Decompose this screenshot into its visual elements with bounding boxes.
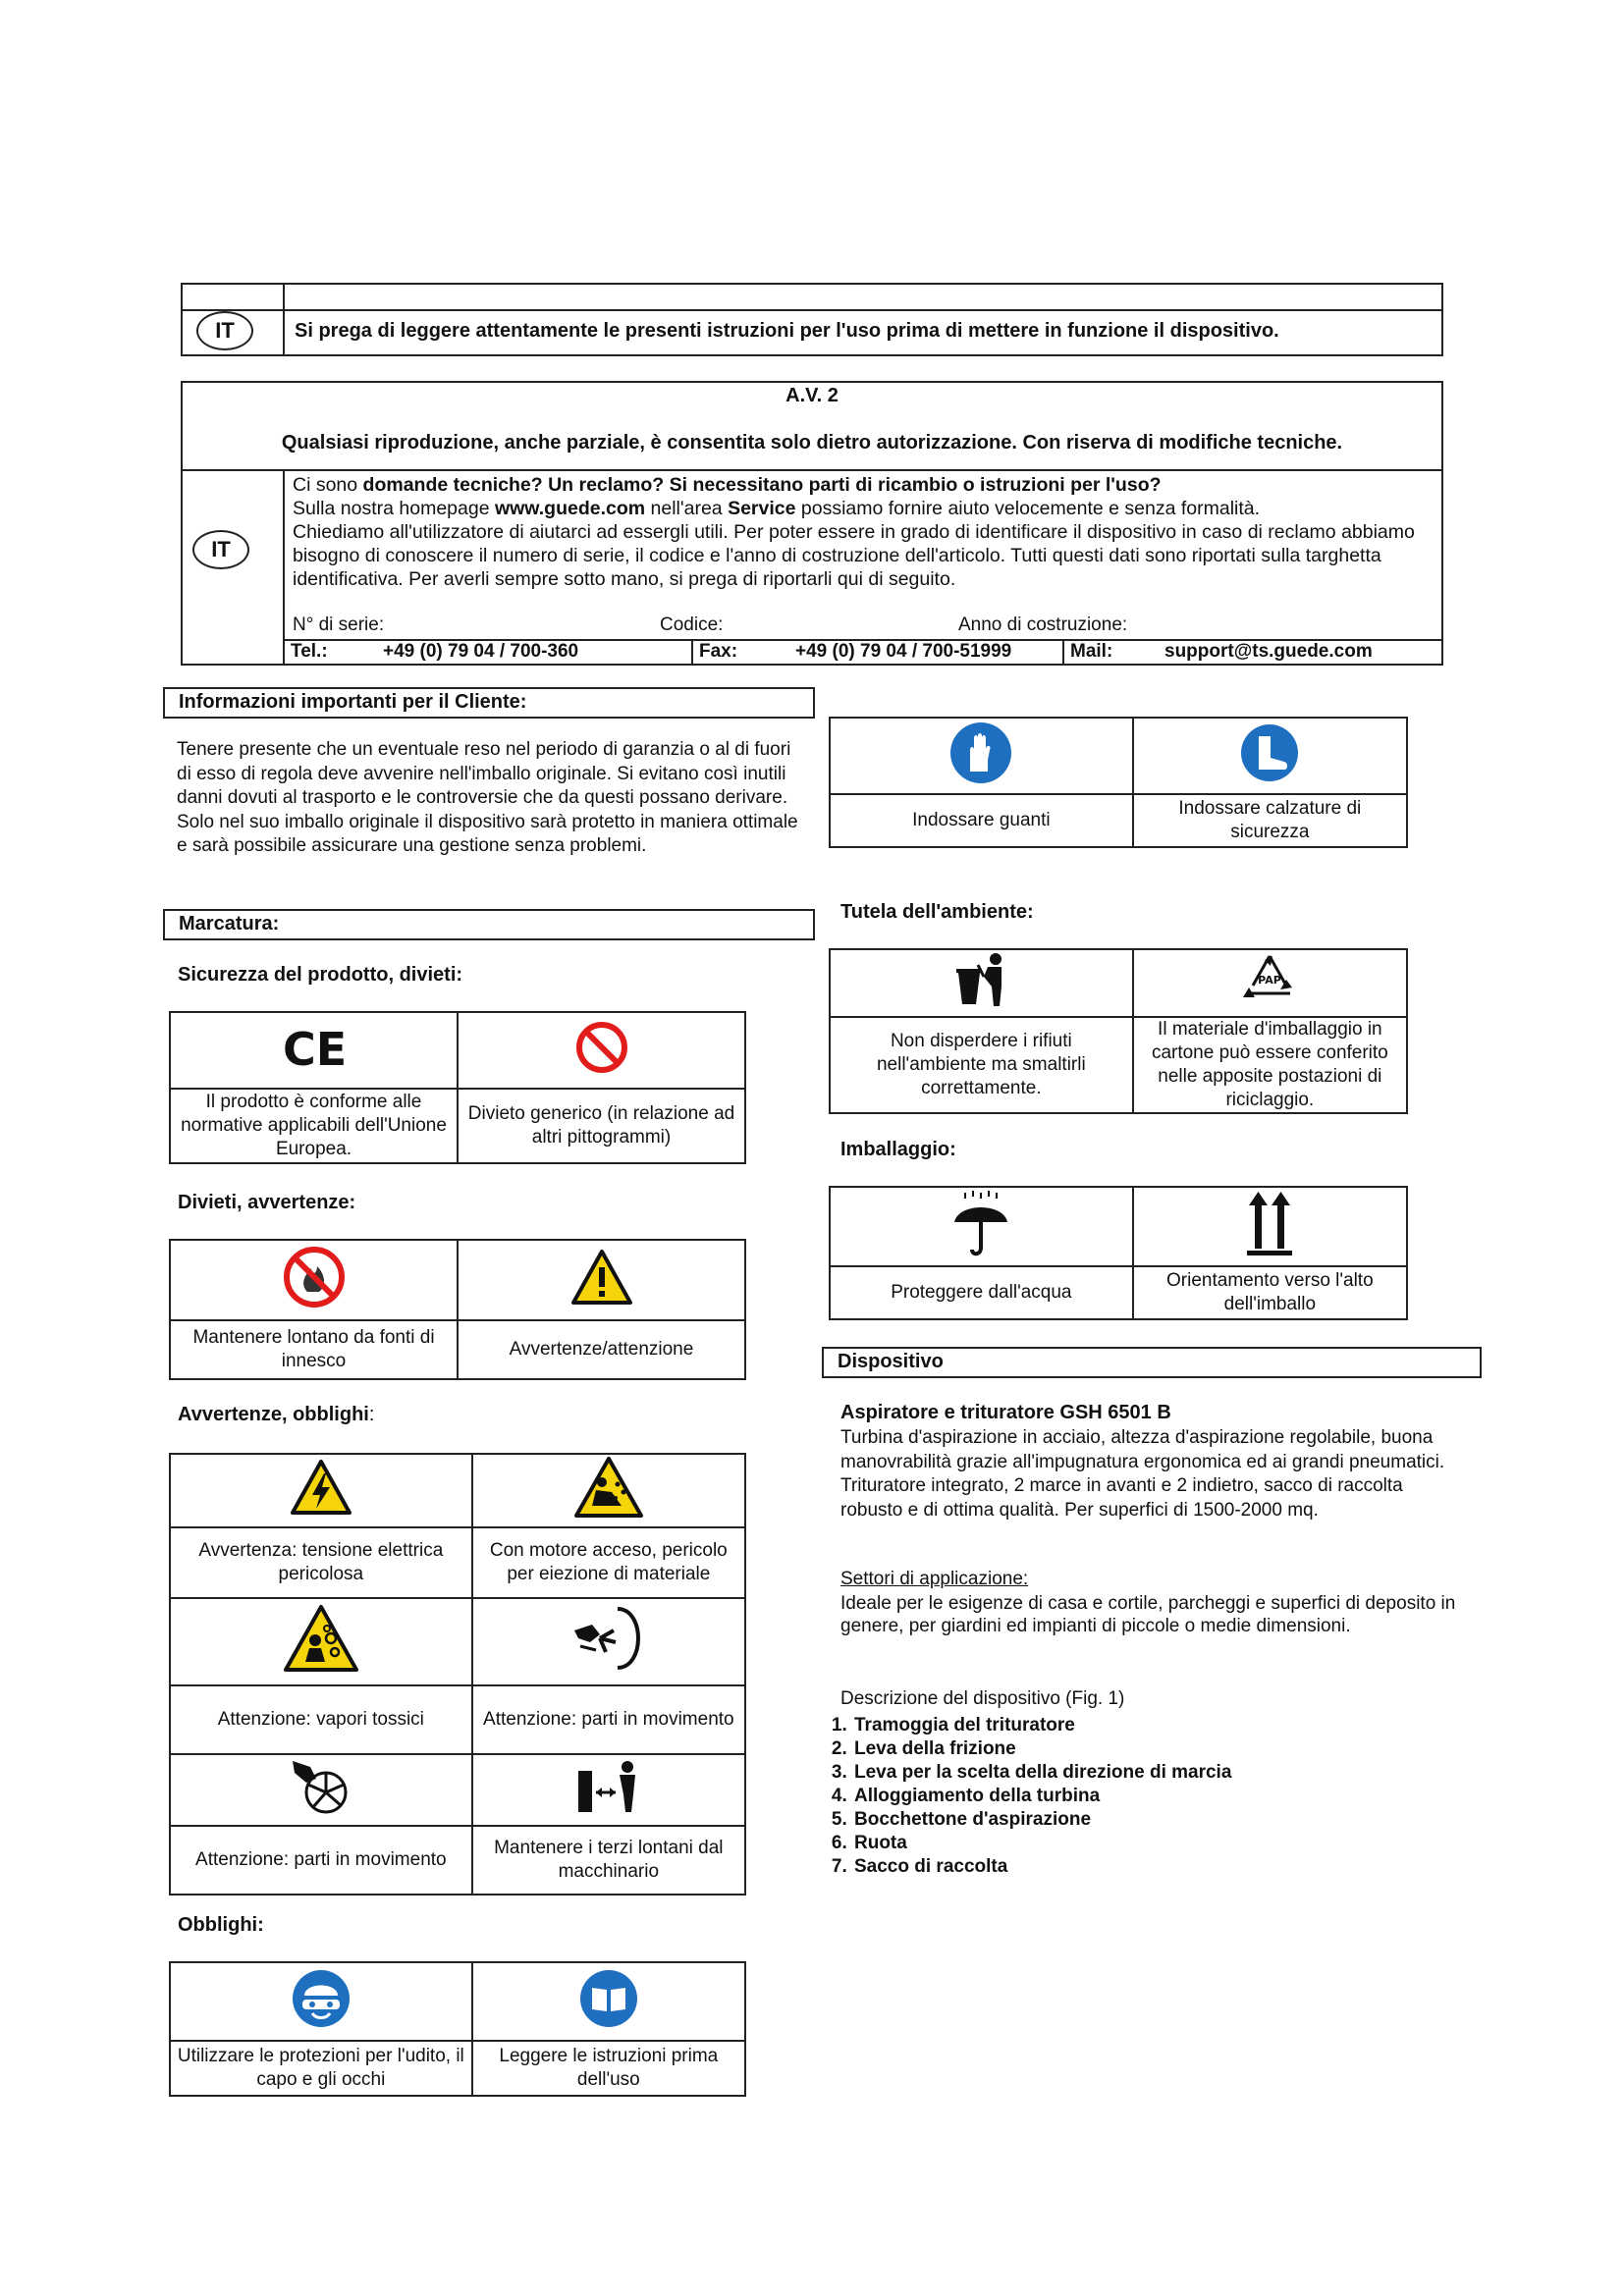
no-ignition-label: Mantenere lontano da fonti di innesco [170, 1320, 458, 1379]
boots-label: Indossare calzature di sicurezza [1133, 794, 1407, 847]
recycling-label: Il materiale d'imballaggio in cartone può essere conferito nelle apposite postazioni di riciclaggio. [1133, 1017, 1407, 1113]
no-littering-cell [830, 949, 1133, 1017]
keep-dry-label: Proteggere dall'acqua [830, 1266, 1133, 1319]
no-ignition-icon [282, 1245, 347, 1316]
safety-boots-icon [1239, 722, 1300, 790]
notice-rule [183, 309, 1441, 311]
mail-divider [1062, 639, 1064, 664]
rotating-blade-icon [287, 1755, 355, 1825]
applications-text: Ideale per le esigenze di casa e cortile, parcheggi e superfici di deposito in genere, per giardini ed impianti di piccole o medie dimensioni. [840, 1593, 1456, 1636]
gloves-label: Indossare guanti [830, 794, 1133, 847]
toxic-fumes-icon [282, 1603, 360, 1681]
electric-cell [170, 1454, 472, 1527]
contact-rule-top [183, 469, 1441, 471]
manual-label: Leggere le istruzioni prima dell'uso [472, 2041, 745, 2096]
version-label: A.V. 2 [785, 385, 839, 406]
mail-link[interactable]: support@ts.guede.com [1164, 641, 1373, 662]
parts-list [823, 1714, 1231, 1879]
svg-text:CE: CE [282, 1023, 346, 1071]
keep-distance-icon [574, 1757, 643, 1823]
environment-title: Tutela dell'ambiente: [840, 901, 1034, 923]
fax-value: +49 (0) 79 04 / 700-51999 [795, 641, 1012, 662]
keep-dry-cell [830, 1187, 1133, 1266]
manual-cell [472, 1962, 745, 2041]
customer-info-heading: Informazioni importanti per il Cliente: [163, 687, 815, 719]
boots-cell [1133, 718, 1407, 794]
warnings-title [178, 1404, 374, 1426]
service-area: Service [728, 498, 796, 519]
obligations-title: Obblighi: [178, 1914, 264, 1936]
fax-label: Fax: [699, 641, 738, 662]
language-badge-2: IT [192, 530, 249, 569]
ejection-cell [472, 1454, 745, 1527]
list-item: 7. Sacco di raccolta [852, 1855, 1231, 1879]
device-description: Turbina d'aspirazione in acciaio, altezza d'aspirazione regolabile, buona manovrabilità grazie all'impugnatura ergonomica ed ai grandi pneumatici. Trituratore integrato, 2 marce in avanti e 2 indietro, sacco di raccolta robusto e di ottima qualità. Per superfici di 1500-2000 mq. [840, 1427, 1445, 1521]
product-safety-table [169, 1011, 746, 1164]
warning-icon [569, 1248, 634, 1313]
homepage-link[interactable]: www.guede.com [494, 498, 646, 519]
q-pre: Ci sono [293, 474, 363, 496]
electric-label: Avvertenza: tensione elettrica pericolosa [170, 1527, 472, 1598]
list-item: 2. Leva della frizione [852, 1737, 1231, 1761]
ce-cell [170, 1012, 458, 1089]
prohibitions-table [169, 1239, 746, 1380]
pap-recycling-icon [1235, 950, 1304, 1016]
tel-value: +49 (0) 79 04 / 700-360 [383, 641, 579, 662]
fax-divider [691, 639, 693, 664]
gloves-icon [948, 721, 1013, 792]
protection-label: Utilizzare le protezioni per l'udito, il capo e gli occhi [170, 2041, 472, 2096]
gloves-cell [830, 718, 1133, 794]
ejection-hazard-icon [572, 1455, 645, 1526]
device-name: Aspiratore e trituratore GSH 6501 B [840, 1402, 1171, 1423]
keep-dry-icon [950, 1189, 1011, 1264]
warning-label: Avvertenze/attenzione [458, 1320, 745, 1379]
list-item: 6. Ruota [852, 1832, 1231, 1855]
prohibition-icon [574, 1020, 629, 1082]
serial-label: N° di serie: [293, 614, 385, 635]
keep-distance-cell [472, 1754, 745, 1826]
ppe-table [829, 717, 1408, 848]
moving-parts-cell [472, 1598, 745, 1685]
pap-text: PAP [1258, 974, 1282, 987]
toxic-cell [170, 1598, 472, 1685]
moving-parts-icon [567, 1599, 651, 1684]
mail-label: Mail: [1070, 641, 1113, 662]
copyright-notice: Qualsiasi riproduzione, anche parziale, è consentita solo dietro autorizzazione. Con riserva di modifiche tecniche. [281, 432, 1343, 454]
packaging-table [829, 1186, 1408, 1320]
hp-b: nell'area [645, 498, 729, 519]
hp-c: possiamo fornire aiuto velocemente e senza formalità. [795, 498, 1261, 519]
warnings-title-rest: : [368, 1404, 375, 1425]
moving-parts-label: Attenzione: parti in movimento [472, 1685, 745, 1754]
list-item: 5. Bocchettone d'aspirazione [852, 1808, 1231, 1832]
recycling-cell [1133, 949, 1407, 1017]
rotating-blade-cell [170, 1754, 472, 1826]
list-item: 1. Tramoggia del trituratore [852, 1714, 1231, 1737]
marking-heading: Marcatura: [163, 909, 815, 940]
warnings-title-bold: Avvertenze, obblighi [178, 1404, 369, 1425]
this-way-up-label: Orientamento verso l'alto dell'imballo [1133, 1266, 1407, 1319]
no-ignition-cell [170, 1240, 458, 1320]
applications-title [840, 1569, 1028, 1590]
rotating-blade-label: Attenzione: parti in movimento [170, 1826, 472, 1895]
list-item: 4. Alloggiamento della turbina [852, 1785, 1231, 1808]
electric-hazard-icon [289, 1458, 353, 1523]
ce-label: Il prodotto è conforme alle normative applicabili dell'Unione Europea. [170, 1089, 458, 1163]
support-homepage-line [293, 497, 1432, 520]
this-way-up-icon [1245, 1188, 1294, 1265]
ejection-label: Con motore acceso, pericolo per eiezione di materiale [472, 1527, 745, 1598]
support-question [293, 473, 1432, 497]
hp-a: Sulla nostra homepage [293, 498, 495, 519]
packaging-title: Imballaggio: [840, 1139, 956, 1160]
year-label: Anno di costruzione: [958, 614, 1128, 635]
notice-table [181, 283, 1443, 356]
fig-caption: Descrizione del dispositivo (Fig. 1) [840, 1688, 1125, 1709]
notice-divider [283, 285, 285, 354]
no-littering-icon [950, 951, 1011, 1015]
ear-head-eye-protection-icon [291, 1968, 352, 2036]
this-way-up-cell [1133, 1187, 1407, 1266]
warning-cell [458, 1240, 745, 1320]
device-heading: Dispositivo [822, 1347, 1482, 1378]
no-littering-label: Non disperdere i rifiuti nell'ambiente ma smaltirli correttamente. [830, 1017, 1133, 1113]
customer-info-text: Tenere presente che un eventuale reso nel periodo di garanzia o al di fuori di esso di regola deve avvenire nell'imballo originale. Si evitano così inutili danni dovuti al trasporto e le controversie che da questi possano derivare. Solo nel suo imballo originale il dispositivo sarà protetto in maniera ottimale e sarà possibile assicurare una gestione senza problemi. [177, 739, 798, 856]
contact-divider [283, 469, 285, 664]
support-text [293, 473, 1432, 591]
obligations-table [169, 1961, 746, 2097]
contact-box [181, 381, 1443, 666]
tel-label: Tel.: [291, 641, 328, 662]
prohibition-cell [458, 1012, 745, 1089]
ce-mark-icon [283, 1024, 346, 1078]
keep-distance-label: Mantenere i terzi lontani dal macchinario [472, 1826, 745, 1895]
support-body: Chiediamo all'utilizzatore di aiutarci ad essergli utili. Per poter essere in grado di identificare il dispositivo in caso di reclamo abbiamo bisogno di conoscere il numero di serie, il codice e l'anno di costruzione dell'articolo. Tutti questi dati sono riportati sulla targhetta identificativa. Per averli sempre sotto mano, si prega di riportarli qui di seguito. [293, 521, 1415, 590]
list-item: 3. Leva per la scelta della direzione di marcia [852, 1761, 1231, 1785]
product-safety-title: Sicurezza del prodotto, divieti: [178, 964, 463, 986]
prohibitions-title: Divieti, avvertenze: [178, 1192, 356, 1213]
applications-title-text: Settori di applicazione: [840, 1569, 1029, 1589]
protection-cell [170, 1962, 472, 2041]
environment-table [829, 948, 1408, 1114]
prohibition-label: Divieto generico (in relazione ad altri pittogrammi) [458, 1089, 745, 1163]
q-bold: domande tecniche? Un reclamo? Si necessitano parti di ricambio o istruzioni per l'uso? [362, 474, 1162, 496]
language-badge: IT [196, 311, 253, 350]
read-manual-icon [578, 1968, 639, 2036]
toxic-label: Attenzione: vapori tossici [170, 1685, 472, 1754]
warnings-table [169, 1453, 746, 1896]
read-instructions-notice: Si prega di leggere attentamente le presenti istruzioni per l'uso prima di mettere in funzione il dispositivo. [295, 320, 1279, 342]
code-label: Codice: [660, 614, 724, 635]
